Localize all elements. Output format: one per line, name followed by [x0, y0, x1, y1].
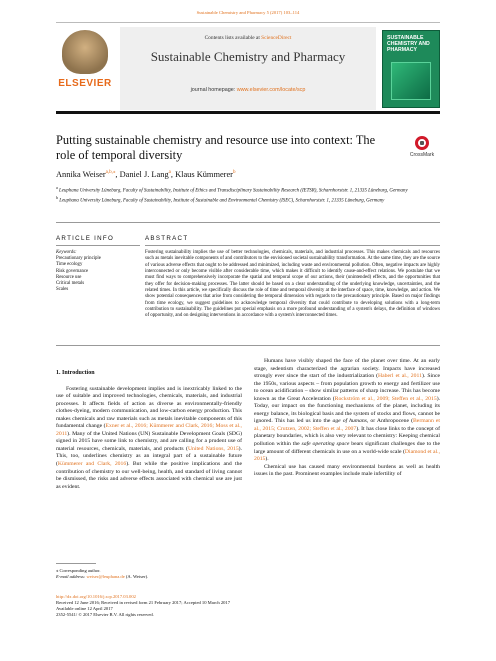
email-line	[56, 574, 256, 580]
text-run: ). But while the positive implications and the contribution of chemistry to our well-being, health, and standard of living cannot be dismissed, the risks and adverse effects associated with chemical use are just as evident.	[56, 461, 243, 490]
contents-availability	[120, 35, 376, 41]
author-affil-mark[interactable]: b	[232, 170, 236, 175]
text-run: Humans have visibly shaped the face of the planet over time. At an early stage, sedentism characterized the agrarian society. Impacts have increased strongly ever since the start of the industrialization (	[254, 358, 440, 380]
contents-prefix: Contents lists available at	[204, 35, 262, 41]
citation-link[interactable]: Kümmerer and Clark, 2016	[57, 461, 127, 468]
text-run: ). This, too, underlines chemistry as an integral part of a sustainable future (	[56, 445, 242, 468]
journal-title: Sustainable Chemistry and Pharmacy	[150, 49, 346, 64]
article-history	[56, 594, 296, 618]
text-run: ). Many of the United Nations (UN) Sustainable Development Goals (SDG) signed in 2015 have some link to chemistry, and are calling for a prudent use of material resources, chemicals, materials, and products (	[56, 430, 242, 452]
elsevier-logo	[56, 30, 114, 100]
crossmark-button[interactable]	[402, 136, 442, 158]
running-head: Sustainable Chemistry and Pharmacy 5 (2017) 103–114	[196, 10, 300, 15]
body-paragraph	[56, 386, 242, 492]
elsevier-tree-icon	[62, 30, 108, 74]
affiliation-mark: a	[56, 185, 58, 190]
keyword: Risk governance	[56, 268, 89, 274]
author-name[interactable]: Annika Weiser	[56, 169, 106, 179]
text-run: Fostering sustainable development implies and is inextricably linked to the use of suitable and improved technologies, chemicals, materials, and industrial processes. It affects fields of action as diverse as environmentally-friendly clothes-dyeing, modern communication, and low-carbon energy production. This makes chemicals and raw materials such as metals inevitable components of this fundamental change (	[56, 385, 242, 430]
email-label: E-mail address:	[56, 574, 87, 579]
emphasis: age of humans	[332, 418, 367, 425]
affiliation-mark: b	[56, 194, 59, 200]
homepage-link[interactable]: www.elsevier.com/locate/scp	[236, 87, 306, 93]
citation-link[interactable]: Exner et al., 2016; Kümmerer and Clark, 2016; Moss et al., 2011	[56, 423, 242, 437]
sciencedirect-link[interactable]: ScienceDirect	[261, 35, 292, 41]
elsevier-wordmark: ELSEVIER	[58, 78, 112, 89]
abstract-text: Fostering sustainability implies the use of better technologies, chemicals, materials, and industrial processes. This makes chemicals and resources such as metals inevitable components of and contributors to the envisioned societal sustainability transformation. At the same time, they are the source of various adverse effects that ought to be addressed and minimized, including waste and environmental pollution. Often, negative impacts are highly interconnected or only become visible after considerable time, which makes it difficult to identify cause-and-effect relations. We postulate that we must find ways to comprehensively incorporate the spatial and temporal scope of our actions, their (unintended) effects, and the opportunities that they offer for decision-making processes. The latter should be based on a clear understanding of the underlying knowledge, uncertainties, and the related times. In this article, we specifically discuss the role of time and temporal diversity at the interface of space, time, knowledge, and action. We show potential consequences that arise from considering the temporal dimension with regards to the precautionary principle. Based on major findings from time ecology, we suggest guidelines to acknowledge temporal diversity that could contribute to developing solutions with a long-term contribution to sustainability. The guidelines put special emphasis on a more profound understanding of a system's delays, the definition of windows of opportunity, and on designing interventions in accordance with a system's interconnected times.	[145, 250, 440, 319]
author-affil-mark[interactable]: a	[168, 170, 171, 175]
divider	[56, 345, 440, 346]
text-run: ).	[265, 456, 269, 463]
keyword: Time ecology	[56, 262, 83, 268]
keywords-label: Keywords:	[56, 250, 77, 255]
body-column-left	[56, 370, 242, 491]
email-suffix: (A. Weiser).	[124, 574, 149, 579]
author-list: Annika Weiser$^{a,b,⁎}$, Daniel J. Lang$^a$, Klaus Kümmerer$^b$	[56, 169, 236, 179]
keyword: Precautionary principle	[56, 256, 101, 262]
cover-image	[391, 62, 431, 100]
text-run: ). Today, our impact on the functioning mechanisms of the planet, including its energy balance, its biological basis and the system of stocks and flows, cannot be ignored. This has led us into the	[254, 395, 441, 425]
divider	[56, 222, 440, 223]
cover-title: SUSTAINABLE CHEMISTRY AND PHARMACY	[387, 35, 430, 53]
affiliations	[56, 185, 446, 205]
affiliation-text: Leuphana University Lüneburg, Faculty of Sustainability, Institute of Sustainable and Environmental Chemistry (ISEC), Scharnhorststr. 1, 21335 Lüneburg, Germany	[59, 198, 385, 204]
text-run: bears significant challenges due to the large amount of different chemicals in use on a world-wide scale (	[254, 441, 440, 455]
section-heading: 1. Introduction	[56, 370, 95, 376]
crossmark-label: CrossMark	[409, 152, 435, 158]
doi-link[interactable]: http://dx.doi.org/10.1016/j.scp.2017.03.002	[56, 594, 136, 599]
citation-link[interactable]: Rockström et al., 2009; Steffen et al., 2015	[334, 395, 437, 402]
text-run: ). Since the 1950s, various aspects – from population growth to energy and fertilizer use to ocean acidification – show similar patterns of sharp increase. This has become known as the Great Acceleration (	[254, 373, 440, 402]
affiliation-a	[56, 185, 446, 195]
text-run: , or Anthropocene (	[366, 418, 413, 425]
affiliation-b	[56, 195, 446, 205]
citation-link[interactable]: Haberl et al., 2011	[378, 373, 422, 380]
article-title: Putting sustainable chemistry and resource use into context: The role of temporal diversity	[56, 133, 376, 162]
abstract-heading: ABSTRACT	[145, 235, 189, 242]
author-affil-mark[interactable]: a,b,⁎	[105, 170, 116, 175]
citation-link[interactable]: Diamond et al., 2015	[254, 448, 440, 463]
crossmark-icon	[415, 136, 429, 150]
divider	[145, 245, 440, 246]
divider	[56, 245, 140, 246]
email-link[interactable]: weiser@leuphana.de	[86, 574, 125, 579]
keywords-list	[56, 250, 140, 293]
body-paragraph	[254, 358, 440, 464]
body-column-right	[254, 358, 440, 479]
keyword: Scales	[56, 287, 69, 293]
footnote-divider	[56, 563, 96, 564]
available-online: Available online 12 April 2017	[56, 606, 113, 611]
affiliation-text: Leuphana University Lüneburg, Faculty of Sustainability, Institute of Ethics and Transdisciplinary Sustainability Research (IETSR), Scharnhorststr. 1, 21335 Lüneburg, Germany	[59, 188, 408, 194]
received-dates: Received 12 June 2016; Received in revised form 21 February 2017; Accepted 10 March 2017	[56, 600, 231, 605]
copyright: 2352-5541/ © 2017 Elsevier B.V. All rights reserved.	[56, 612, 154, 617]
homepage-prefix: journal homepage:	[190, 87, 237, 93]
journal-banner	[120, 27, 376, 110]
article-info-heading: ARTICLE INFO	[56, 235, 115, 242]
body-paragraph: Chemical use has caused many environmental burdens as well as health issues in the past. Prominent examples include male infertility of	[254, 463, 440, 478]
keyword: Resource use	[56, 274, 82, 280]
corresponding-label: ⁎ Corresponding author.	[56, 568, 101, 573]
corresponding-author-footnote	[56, 568, 256, 580]
keyword: Critical metals	[56, 281, 85, 287]
journal-homepage	[120, 87, 376, 93]
journal-cover-thumbnail	[382, 30, 440, 108]
author-name[interactable]: Klaus Kümmerer	[175, 169, 233, 179]
citation-link[interactable]: United Nations, 2015	[187, 445, 239, 452]
text-run: ). It has close links to the concept of planetary boundaries, which is also very relevant to chemistry: Keeping chemical pollution within the	[254, 425, 440, 448]
emphasis: safe operating space	[301, 441, 350, 448]
author-name[interactable]: Daniel J. Lang	[119, 169, 169, 179]
citation-link[interactable]: Bermann et al., 2015; Crutzen, 2002; Steffen et al., 2007	[254, 418, 440, 432]
